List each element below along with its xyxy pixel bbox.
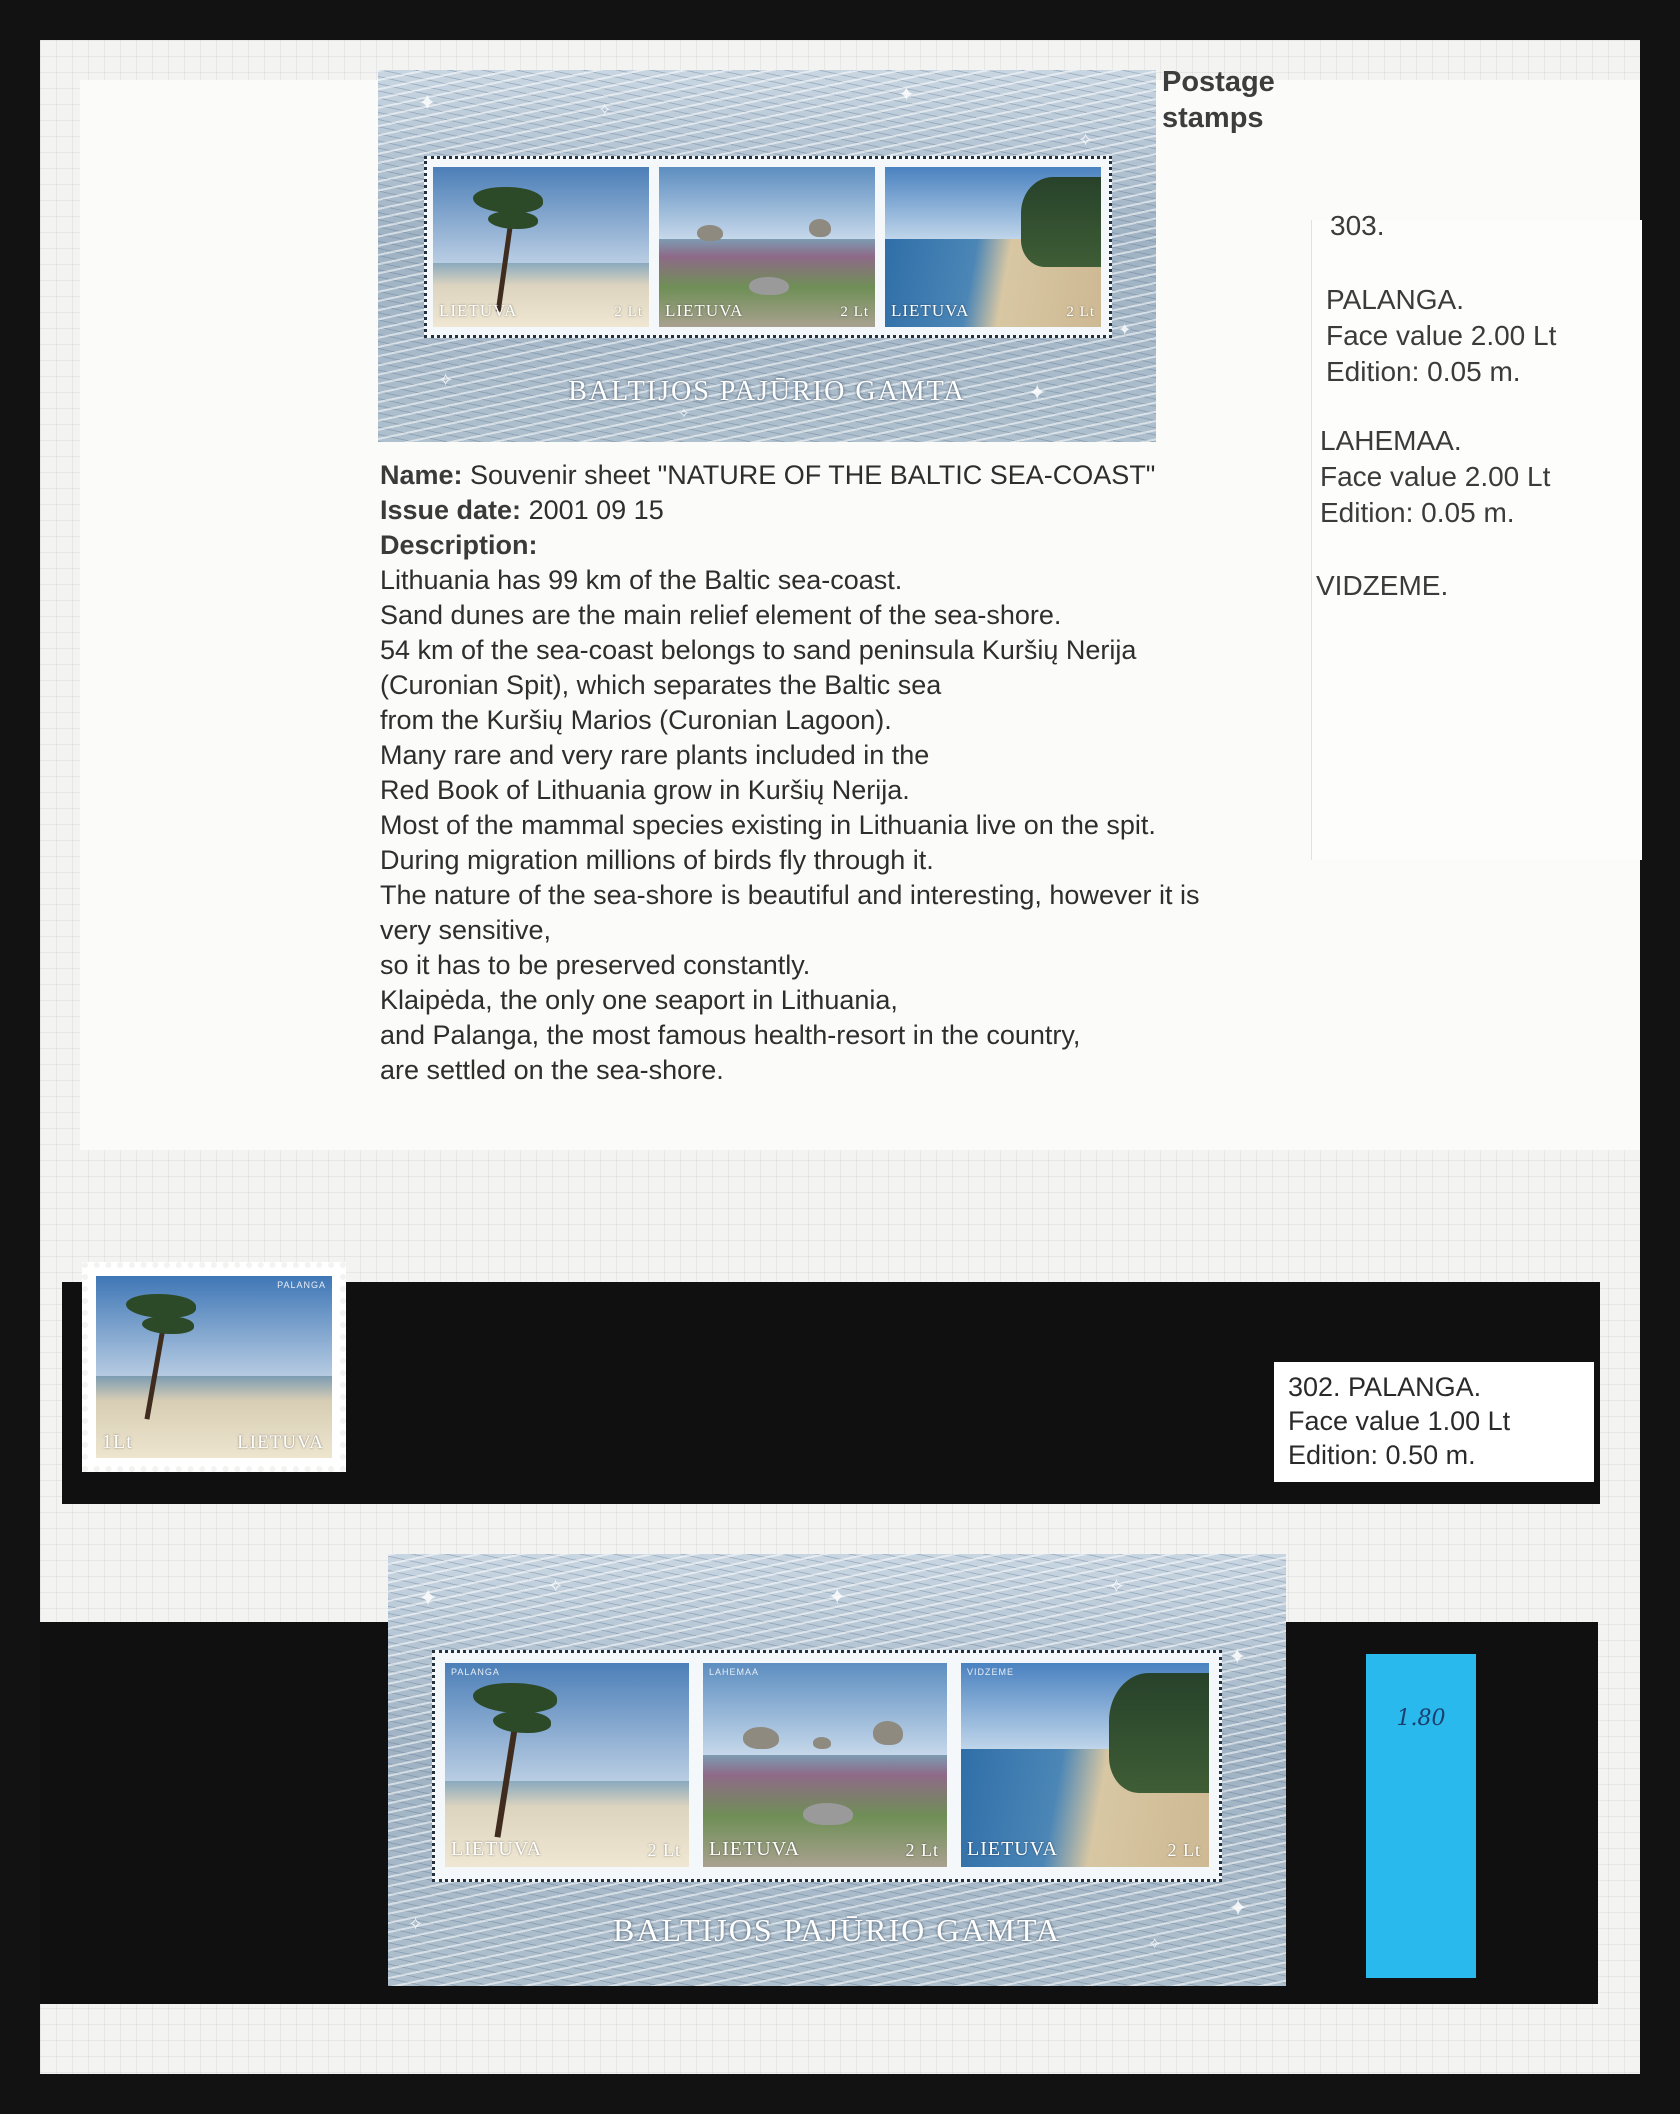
- header-line-2: stamps: [1162, 102, 1264, 134]
- stamp-value: 2 Lt: [840, 304, 869, 320]
- stamp-value: 2 Lt: [614, 304, 643, 320]
- sheet-title: BALTIJOS PAJŪRIO GAMTA: [568, 376, 966, 407]
- page-header: [1162, 64, 1275, 136]
- description-label: Description:: [380, 530, 538, 560]
- stamp-palanga: [433, 167, 649, 327]
- palanga-face-value: Face value 2.00 Lt: [1326, 320, 1557, 351]
- stamp-country: LIETUVA: [237, 1432, 324, 1453]
- name-value: Souvenir sheet "NATURE OF THE BALTIC SEA-COAST": [470, 460, 1156, 490]
- description-line: Red Book of Lithuania grow in Kuršių Nerija.: [380, 775, 910, 805]
- stamp-vidzeme: [885, 167, 1101, 327]
- description-text: [380, 563, 1199, 1088]
- name-label: Name:: [380, 460, 463, 490]
- stamp-place: LAHEMAA: [709, 1667, 760, 1677]
- side-number: 303.: [1330, 210, 1385, 241]
- label-line-3: Edition: 0.50 m.: [1288, 1440, 1476, 1470]
- stamp-value: 2 Lt: [905, 1840, 939, 1860]
- description-line: Many rare and very rare plants included in the: [380, 740, 930, 770]
- label-line-1: 302. PALANGA.: [1288, 1372, 1482, 1402]
- price-tag: [1366, 1654, 1476, 1978]
- description-line: Most of the mammal species existing in Lithuania live on the spit.: [380, 810, 1156, 840]
- description-line: The nature of the sea-shore is beautiful and interesting, however it is: [380, 880, 1200, 910]
- stamp-country: LIETUVA: [891, 301, 970, 320]
- sheet-title: BALTIJOS PAJŪRIO GAMTA: [612, 1912, 1062, 1948]
- stamp-value: 1Lt: [102, 1431, 133, 1453]
- palanga-edition: Edition: 0.05 m.: [1326, 356, 1521, 387]
- stamp-country: LIETUVA: [709, 1838, 801, 1860]
- stamp-palanga[interactable]: [445, 1663, 689, 1867]
- side-palanga: [1326, 282, 1556, 390]
- stamp-country: LIETUVA: [665, 301, 744, 320]
- label-line-2: Face value 1.00 Lt: [1288, 1406, 1511, 1436]
- description-line: so it has to be preserved constantly.: [380, 950, 811, 980]
- stamp-country: LIETUVA: [967, 1838, 1059, 1860]
- description-line: and Palanga, the most famous health-resort in the country,: [380, 1020, 1081, 1050]
- stamp-vidzeme[interactable]: [961, 1663, 1209, 1867]
- side-vidzeme: VIDZEME.: [1316, 570, 1449, 601]
- description-line: Lithuania has 99 km of the Baltic sea-coast.: [380, 565, 903, 595]
- price-handwriting: 1.80: [1396, 1706, 1446, 1731]
- header-line-1: Postage: [1162, 66, 1275, 98]
- top-souvenir-sheet: ✦ ✧ ✦ ✧ ✧ ✦ ✦ ✧ LIETUVA 2 Lt LIETUVA 2 Lt LIETUVA 2 Lt BALTIJOS PAJŪRIO GAMTA: [378, 70, 1156, 442]
- palanga-name: PALANGA.: [1326, 284, 1464, 315]
- single-stamp[interactable]: [82, 1262, 346, 1472]
- bottom-souvenir-sheet[interactable]: ✦ ✧ ✦ ✧ ✦ ✦ ✧ ✧ PALANGA LIETUVA 2 Lt LAHEMAA LIETUVA 2 Lt VIDZEME LIETUVA 2 Lt BALTIJOS PAJŪRIO GAMTA: [388, 1554, 1286, 1986]
- stamp-place: VIDZEME: [967, 1667, 1015, 1677]
- stamp-value: 2 Lt: [1066, 304, 1095, 320]
- lahemaa-face-value: Face value 2.00 Lt: [1320, 461, 1551, 492]
- description-line: 54 km of the sea-coast belongs to sand peninsula Kuršių Nerija: [380, 635, 1137, 665]
- issue-row: [380, 493, 1199, 528]
- lahemaa-name: LAHEMAA.: [1320, 425, 1462, 456]
- stamp-lahemaa: [659, 167, 875, 327]
- issue-label: Issue date:: [380, 495, 522, 525]
- single-stamp-label: [1274, 1362, 1594, 1482]
- description-line: are settled on the sea-shore.: [380, 1055, 724, 1085]
- lahemaa-edition: Edition: 0.05 m.: [1320, 497, 1515, 528]
- description-line: from the Kuršių Marios (Curonian Lagoon).: [380, 705, 892, 735]
- stamp-country: LIETUVA: [439, 301, 518, 320]
- stamp-value: 2 Lt: [647, 1840, 681, 1860]
- stamp-place: PALANGA: [451, 1667, 500, 1677]
- issue-value: 2001 09 15: [528, 495, 664, 525]
- stamp-place: PALANGA: [277, 1280, 326, 1290]
- description-line: very sensitive,: [380, 915, 552, 945]
- stamp-value: 2 Lt: [1167, 1840, 1201, 1860]
- description-line: During migration millions of birds fly through it.: [380, 845, 934, 875]
- stamp-country: LIETUVA: [451, 1838, 543, 1860]
- description-line: Sand dunes are the main relief element of the sea-shore.: [380, 600, 1062, 630]
- side-lahemaa: [1320, 423, 1550, 531]
- stamp-lahemaa[interactable]: [703, 1663, 947, 1867]
- name-row: [380, 458, 1199, 493]
- description-line: Klaipėda, the only one seaport in Lithuania,: [380, 985, 898, 1015]
- stamp-info: [380, 458, 1199, 1088]
- description-line: (Curonian Spit), which separates the Baltic sea: [380, 670, 942, 700]
- stamp-block: [432, 1650, 1222, 1882]
- stamp-block: [424, 156, 1112, 338]
